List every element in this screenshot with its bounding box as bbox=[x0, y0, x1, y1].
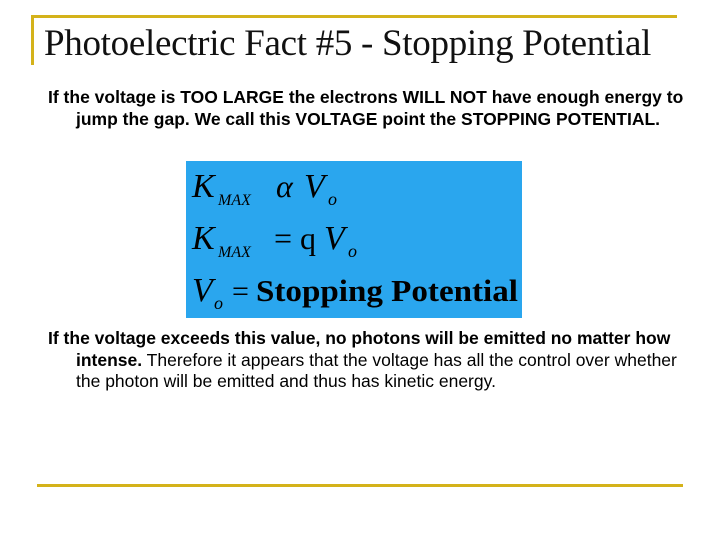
formula-row1-sub: MAX bbox=[218, 192, 251, 209]
formula-row1-vsub: o bbox=[328, 189, 337, 209]
top-rule-tick bbox=[31, 15, 34, 65]
slide-title: Photoelectric Fact #5 - Stopping Potential bbox=[44, 23, 652, 64]
formula-row2-k: K bbox=[192, 220, 215, 257]
formula-row1-op: α bbox=[276, 168, 293, 204]
formula-row2-v: V bbox=[324, 220, 345, 257]
formula-row2-vsub: o bbox=[348, 241, 357, 261]
formula-row1-k: K bbox=[192, 168, 215, 205]
paragraph2-normal-text: Therefore it appears that the voltage has all the control over whether the photon will be emitted and thus has kinetic energy. bbox=[76, 349, 677, 391]
paragraph1-bold-text: If the voltage is TOO LARGE the electrons WILL NOT have enough energy to jump the gap. We call this VOLTAGE point the STOPPING POTENTIAL. bbox=[48, 87, 684, 129]
formula-row3-text: Stopping Potential bbox=[256, 273, 519, 308]
formula-row3-op: = bbox=[232, 275, 249, 308]
formula-row3-vsub: o bbox=[214, 293, 223, 313]
top-rule bbox=[31, 15, 677, 18]
formula-row2-sub: MAX bbox=[218, 244, 251, 261]
formula-row3-v: V bbox=[192, 272, 213, 309]
bottom-rule bbox=[37, 484, 683, 487]
paragraph2-bold-text: If the voltage exceeds this value, no photons will be emitted no matter how intense. bbox=[48, 328, 671, 370]
paragraph-exceeds-value bbox=[48, 328, 688, 393]
formula-row1-v: V bbox=[304, 168, 325, 205]
paragraph-stopping-definition bbox=[48, 87, 688, 130]
stopping-potential-formula bbox=[186, 161, 522, 318]
formula-graphic bbox=[186, 161, 522, 318]
formula-row2-op: = q bbox=[274, 220, 317, 256]
